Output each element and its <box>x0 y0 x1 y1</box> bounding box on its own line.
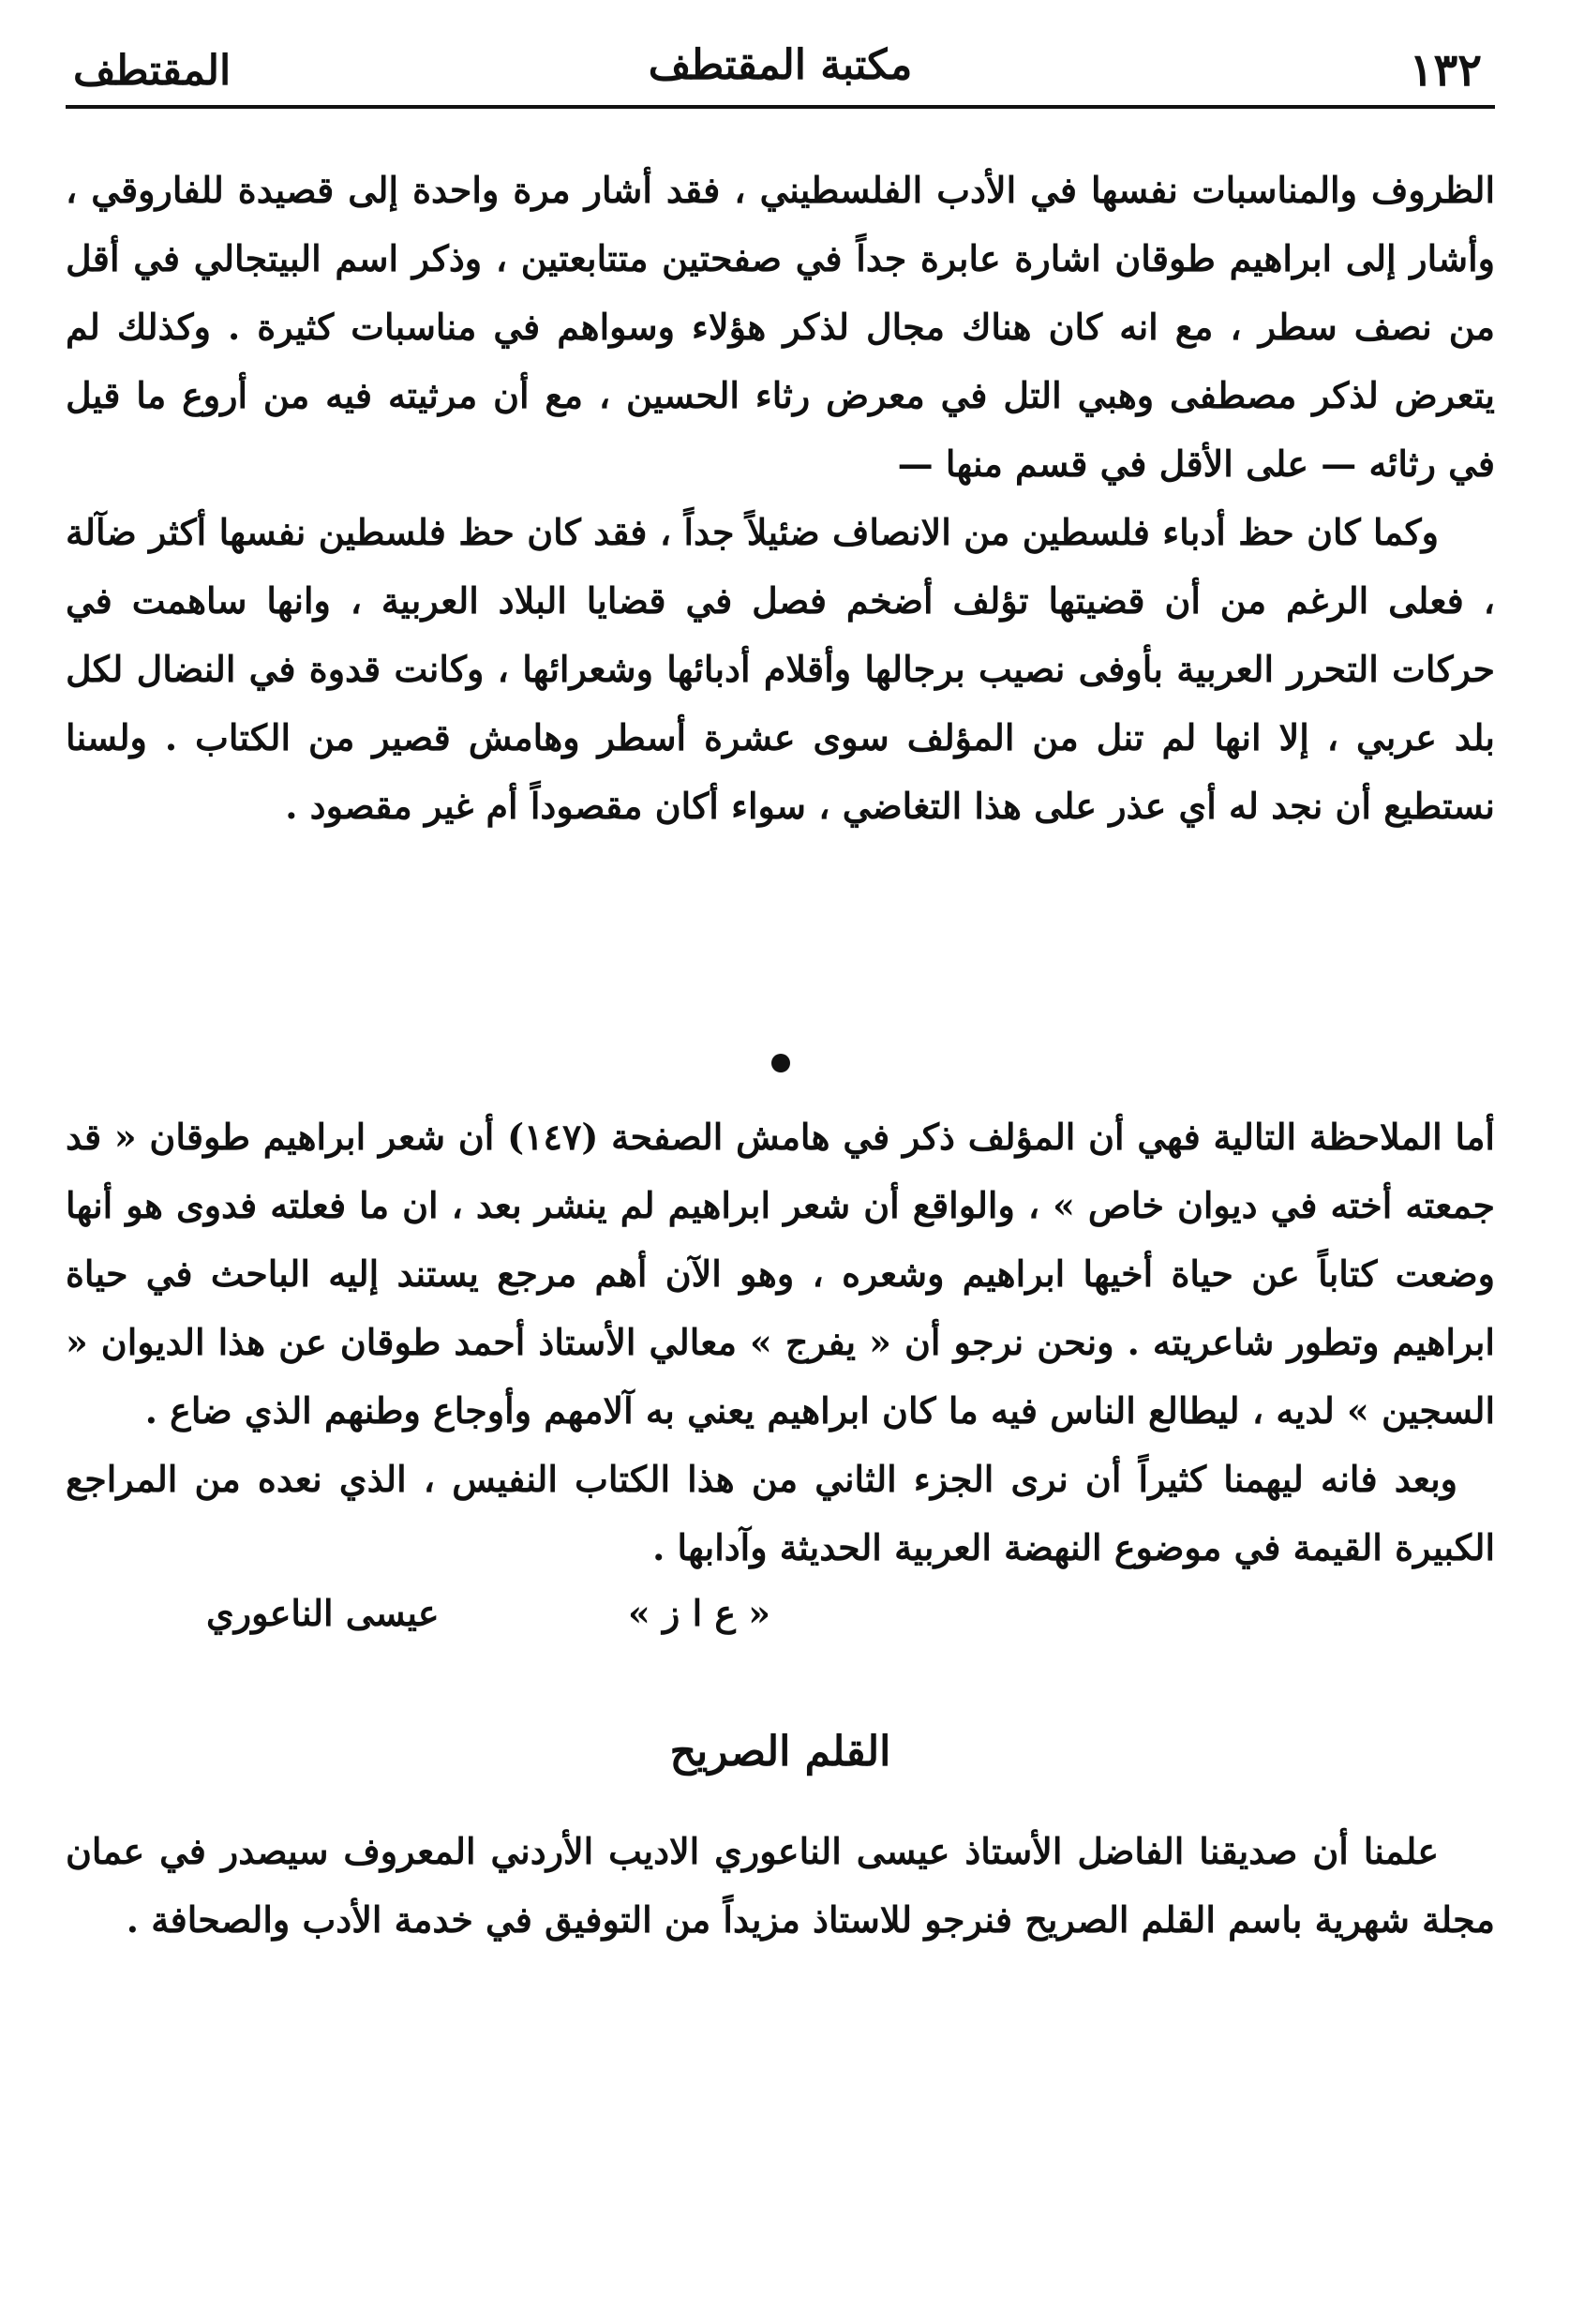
journal-page <box>66 36 1495 2286</box>
paragraph: وكما كان حظ أدباء فلسطين من الانصاف ضئيلاً جداً ، فقد كان حظ فلسطين نفسها أكثر ضآلة ، فعلى الرغم من أن قضيتها تؤلف أضخم فصل في قضايا البلاد العربية ، وانها ساهمت في حركات التحرر العربية بأوفى نصيب برجالها وأقلام أدبائها وشعرائها ، وكانت قدوة في النضال لكل بلد عربي ، إلا انها لم تنل من المؤلف سوى عشرة أسطر وهامش قصير من الكتاب . ولسنا نستطيع أن نجد له أي عذر على هذا التغاضي ، سواء أكان مقصوداً أم غير مقصود . <box>66 511 1496 827</box>
section-title: القلم الصريح <box>669 1728 891 1776</box>
paragraph: وبعد فانه ليهمنا كثيراً أن نرى الجزء الثاني من هذا الكتاب النفيس ، الذي نعده من المراجع الكبيرة القيمة في موضوع النهضة العربية الحديثة وآدابها . <box>66 1458 1495 1568</box>
running-title: مكتبة المقتطف <box>648 41 913 89</box>
section-divider-dot <box>771 1054 790 1072</box>
paragraph: الظروف والمناسبات نفسها في الأدب الفلسطيني ، فقد أشار مرة واحدة إلى قصيدة للفاروقي ، وأشار إلى ابراهيم طوقان اشارة عابرة جداً في صفحتين متتابعتين ، وذكر اسم البيتجالي في أقل من نصف سطر ، مع انه كان هناك مجال لذكر هؤلاء وسواهم في مناسبات كثيرة . وكذلك لم يتعرض لذكر مصطفى وهبي التل في معرض رثاء الحسين ، مع أن مرثيته فيه من أروع ما قيل في رثائه — على الأقل في قسم منها — <box>66 169 1496 485</box>
paragraph: علمنا أن صديقنا الفاضل الأستاذ عيسى الناعوري الاديب الأردني المعروف سيصدر في عمان مجلة شهرية باسم القلم الصريح فنرجو للاستاذ مزيداً من التوفيق في خدمة الأدب والصحافة . <box>66 1830 1495 1941</box>
review-notes <box>66 1102 1495 1582</box>
review-continuation <box>66 156 1495 840</box>
paragraph: أما الملاحظة التالية فهي أن المؤلف ذكر في هامش الصفحة (١٤٧) أن شعر ابراهيم طوقان « قد جمعته أخته في ديوان خاص » ، والواقع أن شعر ابراهيم لم ينشر بعد ، ان ما فعلته فدوى هو أنها وضعت كتاباً عن حياة أخيها ابراهيم وشعره ، وهو الآن أهم مرجع يستند إليه الباحث في حياة ابراهيم وتطور شاعريته . ونحن نرجو أن « يفرج » معالي الأستاذ أحمد طوقان عن هذا الديوان « السجين » لديه ، ليطالع الناس فيه ما كان ابراهيم يعني به آلامهم وأوجاع وطنهم الذي ضاع . <box>66 1116 1495 1432</box>
journal-name: المقتطف <box>73 46 232 95</box>
page-header <box>66 36 1495 109</box>
signature-row <box>66 1592 1495 1648</box>
page-number: ١٣٢ <box>1409 44 1482 97</box>
announcement <box>66 1817 1495 1954</box>
author-signature: عيسى الناعوري <box>206 1592 440 1634</box>
source-mark: « ع ا ز » <box>628 1592 771 1634</box>
